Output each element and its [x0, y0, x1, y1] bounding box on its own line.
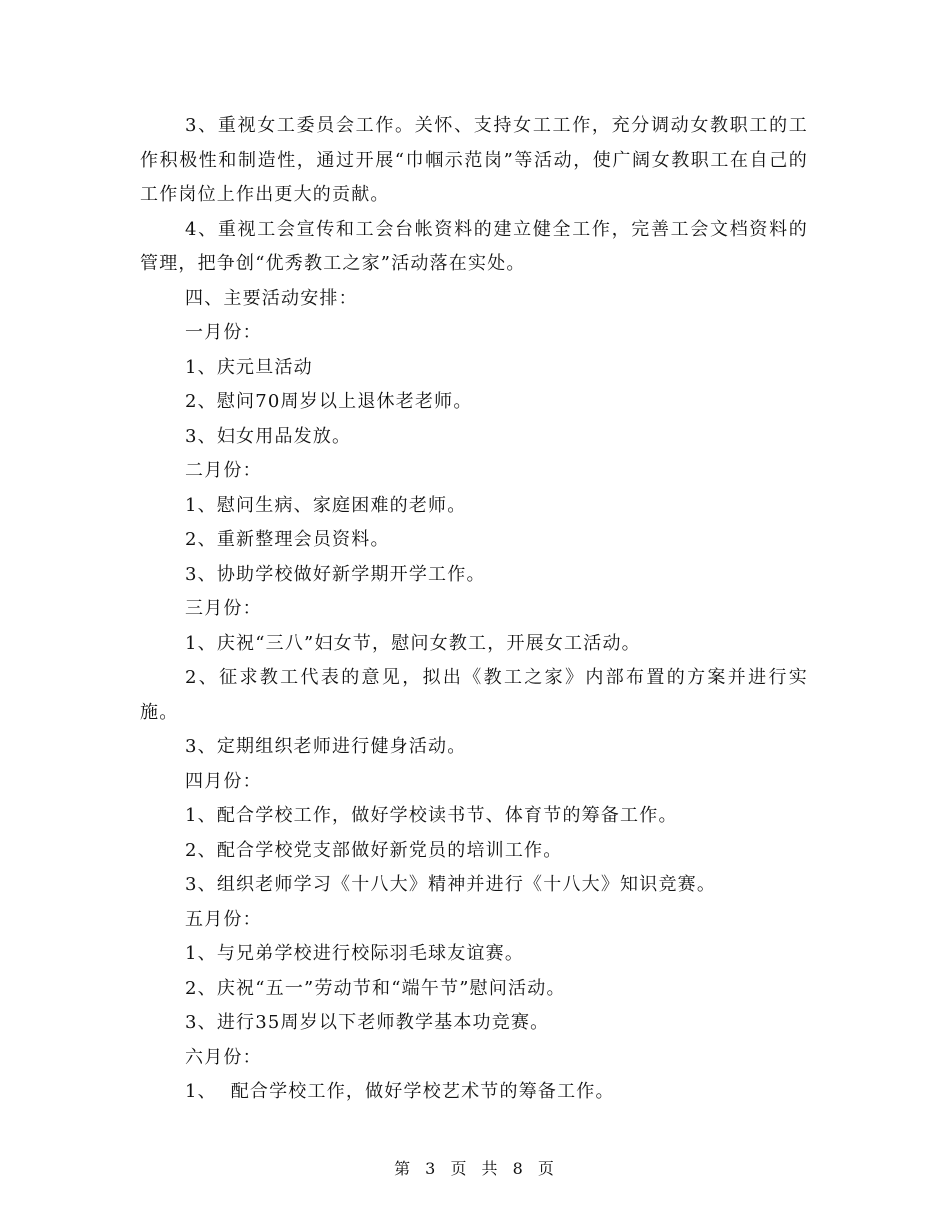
section-heading-activities: 四、主要活动安排： — [185, 287, 358, 309]
list-item: 1、与兄弟学校进行校际羽毛球友谊赛。 — [185, 943, 525, 964]
list-item: 3、妇女用品发放。 — [185, 425, 352, 447]
month-heading-may: 五月份： — [185, 908, 262, 930]
list-item: 1、配合学校工作，做好学校读书节、体育节的筹备工作。 — [185, 805, 678, 826]
document-body — [140, 109, 808, 1110]
list-item: 1、庆祝“三八”妇女节，慰问女教工，开展女工活动。 — [185, 632, 641, 654]
month-heading-june: 六月份： — [185, 1046, 262, 1068]
list-item: 1、庆元旦活动 — [185, 356, 313, 378]
list-item: 1、慰问生病、家庭困难的老师。 — [185, 494, 467, 516]
list-item: 3、组织老师学习《十八大》精神并进行《十八大》知识竞赛。 — [185, 874, 717, 895]
page-footer: 第 3 页 共 8 页 — [394, 1159, 556, 1178]
month-heading-january: 一月份： — [185, 322, 262, 343]
list-item: 2、配合学校党支部做好新党员的培训工作。 — [185, 839, 563, 861]
month-heading-april: 四月份： — [185, 770, 262, 792]
list-item: 2、重新整理会员资料。 — [185, 529, 390, 550]
list-item: 2、庆祝“五一”劳动节和“端午节”慰问活动。 — [185, 977, 566, 999]
list-item: 1、 配合学校工作，做好学校艺术节的筹备工作。 — [185, 1081, 615, 1102]
list-item: 2、征求教工代表的意见，拟出《教工之家》内部布置的方案并进行实施。 — [140, 667, 808, 723]
month-heading-march: 三月份： — [185, 598, 262, 619]
month-heading-february: 二月份： — [185, 460, 262, 481]
paragraph-publicity: 4、重视工会宣传和工会台帐资料的建立健全工作，完善工会文档资料的管理，把争创“优秀教工之家”活动落在实处。 — [140, 218, 808, 274]
list-item: 3、协助学校做好新学期开学工作。 — [185, 563, 486, 585]
paragraph-women-committee: 3、重视女工委员会工作。关怀、支持女工工作，充分调动女教职工的工作积极性和制造性，通过开展“巾帼示范岗”等活动，使广阔女教职工在自己的工作岗位上作出更大的贡献。 — [140, 115, 808, 205]
list-item: 3、定期组织老师进行健身活动。 — [185, 736, 467, 757]
list-item: 2、慰问70周岁以上退休老老师。 — [185, 391, 473, 412]
list-item: 3、进行35周岁以下老师教学基本功竞赛。 — [185, 1012, 550, 1033]
